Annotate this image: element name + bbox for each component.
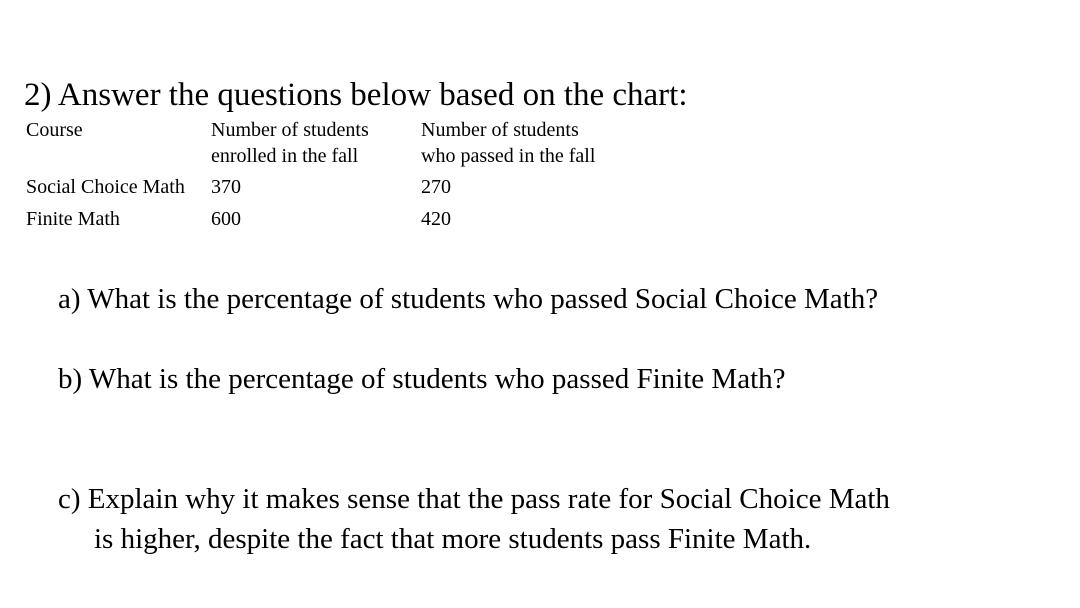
question-heading: 2) Answer the questions below based on the chart: [24, 77, 688, 113]
header-passed-line1: Number of students [421, 119, 579, 141]
row-enrolled-social-choice: 370 [211, 176, 241, 198]
row-course-finite-math: Finite Math [26, 208, 120, 230]
question-c-line2: is higher, despite the fact that more students pass Finite Math. [94, 523, 812, 555]
question-b: b) What is the percentage of students who passed Finite Math? [58, 363, 786, 395]
row-passed-social-choice: 270 [421, 176, 451, 198]
row-course-social-choice: Social Choice Math [26, 176, 185, 198]
header-course: Course [26, 119, 83, 141]
question-c-line1: c) Explain why it makes sense that the pass rate for Social Choice Math [58, 483, 890, 515]
question-a: a) What is the percentage of students who passed Social Choice Math? [58, 283, 879, 315]
row-enrolled-finite-math: 600 [211, 208, 241, 230]
row-passed-finite-math: 420 [421, 208, 451, 230]
header-enrolled-line2: enrolled in the fall [211, 145, 359, 167]
header-passed-line2: who passed in the fall [421, 145, 596, 167]
header-enrolled-line1: Number of students [211, 119, 369, 141]
